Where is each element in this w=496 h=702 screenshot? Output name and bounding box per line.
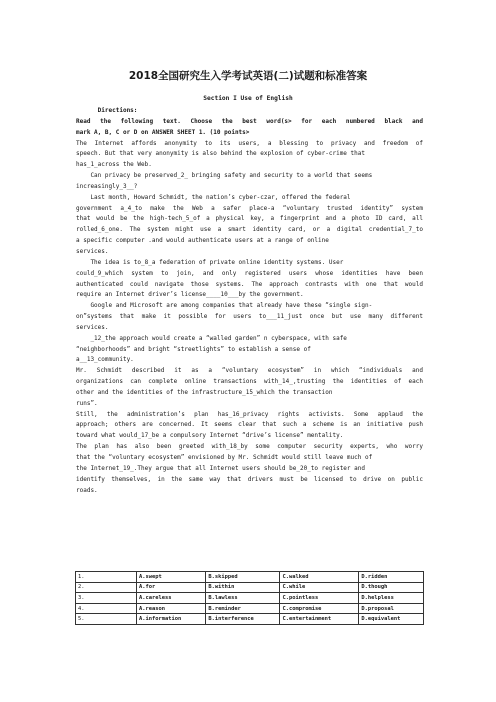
option-cell: A.for xyxy=(137,582,206,593)
question-number: 4. xyxy=(76,603,137,614)
option-cell: C.compromise xyxy=(280,603,359,614)
passage-line: a specific computer .and would authenticate users at a range of online xyxy=(76,237,329,245)
option-cell: C.pointless xyxy=(280,593,359,604)
option-cell: A.careless xyxy=(137,593,206,604)
option-cell: A.swept xyxy=(137,572,206,583)
question-number: 1. xyxy=(76,572,137,583)
option-cell: C.while xyxy=(280,582,359,593)
passage-line: require an Internet driver’s license____10___by the government. xyxy=(76,291,304,299)
passage-line: government a_4_to make the Web a safer place-a “voluntary trusted identity” system xyxy=(76,204,423,212)
passage-line: authenticated could navigate those systems. The approach contrasts with one that would xyxy=(76,280,423,288)
passage-line: “neighborhoods” and bright “streetlights” to establish a sense of xyxy=(76,345,311,353)
passage-line: Last month, Howard Schmidt, the nation’s cyber-czar, offered the federal xyxy=(76,193,351,201)
passage-text xyxy=(76,106,423,496)
passage-line: The plan has also been greeted with_18_by some computer security experts, who worry xyxy=(76,443,423,451)
passage-line: speech. But that very anonymity is also behind the explosion of cyber-crime that xyxy=(76,150,365,158)
passage-line: Google and Microsoft are among companies that already have these “single sign- xyxy=(76,302,373,310)
passage-line: Read the following text. Choose the best word(s> for each numbered black and xyxy=(76,117,423,125)
passage-line: organizations can complete online transactions with_14_,trusting the identities of each xyxy=(76,378,423,386)
passage-line: services. xyxy=(76,247,109,255)
passage-line: Mr. Schmidt described it as a “voluntary ecosystem” in which “individuals and xyxy=(76,367,423,375)
option-cell: D.equivalent xyxy=(359,614,424,625)
question-number: 2. xyxy=(76,582,137,593)
passage-line: increasingly_3__? xyxy=(76,182,138,190)
passage-line: Directions: xyxy=(76,107,138,114)
passage-line: that would be the high-tech_5_of a physical key, a fingerprint and a photo ID card, all xyxy=(76,215,423,223)
passage-line: services. xyxy=(76,323,109,331)
passage-line: Still, the administration’s plan has_16_privacy rights activists. Some applaud the xyxy=(76,410,423,418)
option-cell: D.proposal xyxy=(359,603,424,614)
option-cell: B.interference xyxy=(206,614,280,625)
option-cell: D.helpless xyxy=(359,593,424,604)
options-table xyxy=(75,571,424,625)
passage-line: roads. xyxy=(76,486,98,494)
passage-line: identify themselves, in the same way that drivers must be licensed to drive on public xyxy=(76,475,423,483)
option-cell: B.lawless xyxy=(206,593,280,604)
option-cell: C.entertainment xyxy=(280,614,359,625)
passage-line: Can privacy be preserved_2_ bringing safety and security to a world that seems xyxy=(76,172,373,180)
option-row xyxy=(76,582,424,593)
option-cell: B.skipped xyxy=(206,572,280,583)
passage-line: the Internet_19_.They argue that all Internet users should be_20_to register and xyxy=(76,464,365,472)
option-cell: B.within xyxy=(206,582,280,593)
passage-line: a__13_community. xyxy=(76,356,134,364)
passage-line: has_1_across the Web. xyxy=(76,161,152,169)
passage-line: _12_the approach would create a “walled garden” n cyberspace, with safe xyxy=(76,334,347,342)
option-cell: C.walked xyxy=(280,572,359,583)
passage-line: approach; others are concerned. It seems clear that such a scheme is an initiative push xyxy=(76,421,423,429)
passage-line: other and the identities of the infrastructure_15_which the transaction xyxy=(76,388,333,396)
passage-line: on”systems that make it possible for users to___11_just once but use many different xyxy=(76,313,423,321)
option-cell: A.information xyxy=(137,614,206,625)
passage-line: rolled_6_one. The system might use a smart identity card, or a digital credential_7_to xyxy=(76,226,423,234)
question-number: 5. xyxy=(76,614,137,625)
question-number: 3. xyxy=(76,593,137,604)
passage-line: The idea is to_8_a federation of private online identity systems. User xyxy=(76,258,344,266)
passage-line: runs”. xyxy=(76,399,98,407)
passage-line: mark A, B, C or D on ANSWER SHEET 1. (10 points> xyxy=(76,128,250,136)
option-cell: D.ridden xyxy=(359,572,424,583)
passage-line: that the “voluntary ecosystem” envisioned by Mr. Schmidt would still leave much of xyxy=(76,454,373,461)
option-row xyxy=(76,603,424,614)
option-cell: D.though xyxy=(359,582,424,593)
passage-line: The Internet affords anonymity to its users, a blessing to privacy and freedom of xyxy=(76,139,423,147)
option-row xyxy=(76,593,424,604)
option-row xyxy=(76,614,424,625)
option-cell: A.reason xyxy=(137,603,206,614)
document-title: 2018全国研究生入学考试英语(二)试题和标准答案 xyxy=(128,70,368,82)
option-row xyxy=(76,572,424,583)
section-heading: Section I Use of English xyxy=(203,95,293,102)
passage-line: could_9_which system to join, and only registered users whose identities have been xyxy=(76,269,423,277)
option-cell: B.reminder xyxy=(206,603,280,614)
passage-line: toward what would_17_be a compulsory Internet “drive’s license” mentality. xyxy=(76,432,344,440)
